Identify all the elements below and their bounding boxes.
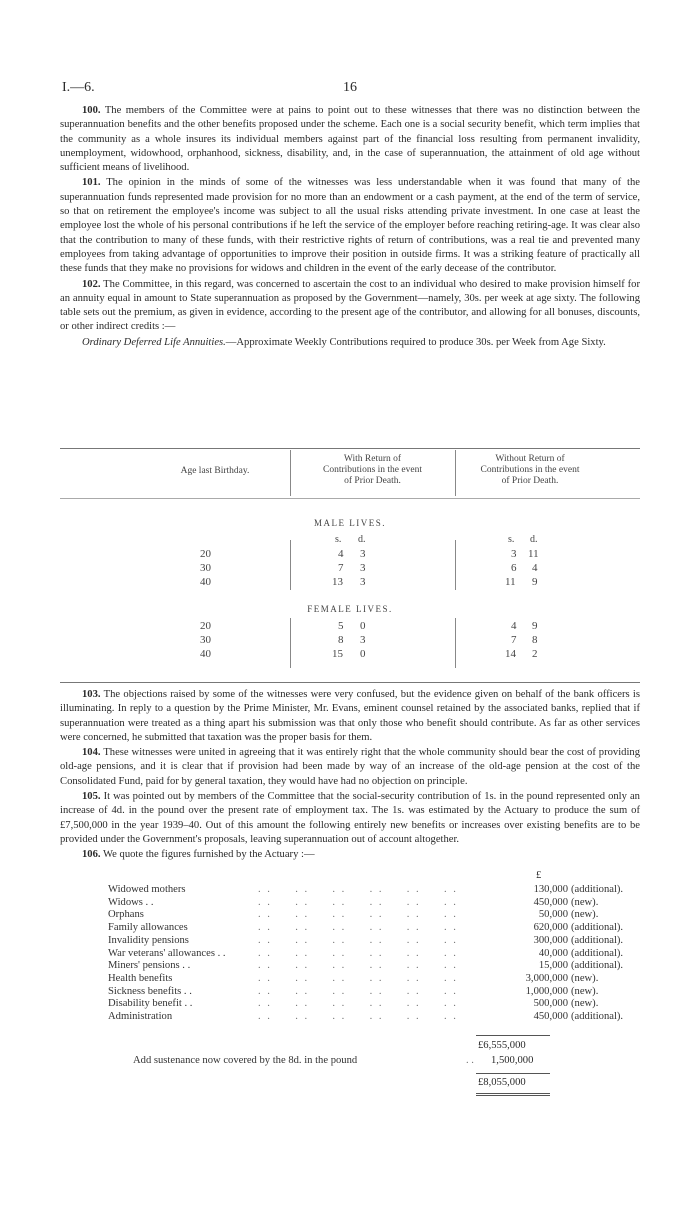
benefit-note: (new). (571, 909, 599, 921)
benefit-note: (additional). (571, 934, 624, 946)
paragraph-101: 101. The opinion in the minds of some of the witnesses was less understandable when it was found that many of the superannuation funds represented made provision for no more than an endowment or a cash payment, at the end of the term of service, so that on retirement the employee's income was subject to all the usual risks attending private investment. In one case at least the employee lost the whole of his personal contributions if he left the service of the employer before reaching retiring-age. It was clear also that the contribution to many of these funds, with their restrictive rights of return of contributions, was a real tie and prevented many employees from taking advantage of opportunities to improve their position in outside firms. It was a striking feature of practically all these funds that they make no provisions for widows and children in the event of the early decease of the contributor. (60, 177, 640, 275)
currency-header: £ (536, 870, 542, 881)
paragraph-104: 104. These witnesses were united in agreeing that it was entirely right that the whole community should bear the cost of providing old-age pensions, and it is clear that if provision had been made by way of an increase of the old-age pension at the cost of the Consolidated Fund, paid for by general taxation, they would have had no objection on principle. (60, 747, 640, 787)
female-with-s: 15 (332, 648, 343, 660)
pence-header: d. (358, 534, 366, 545)
total-double-rule (476, 1095, 550, 1096)
benefit-label: Administration (108, 1011, 173, 1022)
benefit-row (108, 897, 668, 910)
benefit-row (108, 909, 668, 922)
benefit-label: Invalidity pensions (108, 934, 189, 946)
benefit-note: (new). (571, 896, 599, 908)
benefit-row (108, 935, 668, 948)
dot-leader: . . . . . . . . . . . . (258, 922, 458, 934)
benefit-label: Miners' pensions . . (108, 960, 191, 972)
column-divider (290, 540, 291, 590)
male-with-s: 7 (338, 562, 344, 574)
total-amount: £8,055,000 (478, 1077, 526, 1088)
subtotal-rule (476, 1035, 550, 1036)
dot-leader: . . . . . . . . . . . . (258, 985, 458, 997)
benefit-amount: 1,000,000 (525, 985, 568, 997)
benefit-label: Health benefits (108, 972, 173, 984)
male-without-d: 4 (532, 562, 538, 574)
benefit-row (108, 960, 668, 973)
dot-leader: . . . . . . . . . . . . (258, 909, 458, 921)
female-without-d: 8 (532, 634, 538, 646)
dot-leader: . . . . . . . . . . . . (258, 960, 458, 972)
male-without-d: 9 (532, 576, 538, 588)
benefit-amount: 3,000,000 (525, 972, 568, 984)
benefit-row (108, 1011, 668, 1024)
benefit-amount: 500,000 (533, 998, 568, 1010)
annuity-table (60, 448, 640, 688)
female-with-d: 3 (360, 634, 366, 646)
shillings-header: s. (335, 534, 342, 545)
dot-leader: . . . . . . . . . . . . (258, 972, 458, 984)
benefit-note: (additional). (571, 922, 624, 934)
table-top-rule (60, 448, 640, 449)
male-with-d: 3 (360, 576, 366, 588)
benefit-amount: 620,000 (533, 922, 568, 934)
paragraph-106: 106. We quote the figures furnished by the Actuary :— (82, 849, 315, 861)
male-with-d: 3 (360, 562, 366, 574)
dot-leader: . . . . . . . . . . . . (258, 998, 458, 1010)
paragraphs-block-1 (60, 104, 640, 350)
table-caption: Ordinary Deferred Life Annuities.—Approximate Weekly Contributions required to produce 30s. per Week from Age Sixty. (82, 336, 606, 348)
header-divider (290, 450, 291, 496)
benefit-note: (additional). (571, 884, 624, 895)
male-with-s: 4 (338, 548, 344, 560)
female-without-d: 9 (532, 620, 538, 632)
female-with-s: 5 (338, 620, 344, 632)
benefit-amount: 450,000 (533, 1011, 568, 1022)
male-without-d: 11 (528, 548, 539, 560)
benefit-note: (new). (571, 985, 599, 997)
female-without-s: 14 (505, 648, 516, 660)
shillings-header: s. (508, 534, 515, 545)
paragraph-102: 102. The Committee, in this regard, was concerned to ascertain the cost to an individual who desired to make provision himself for an annuity equal in amount to State superannuation as proposed by the Government—namely, 30s. per week at age sixty. The following table sets out the premium, as given in evidence, according to the present age of the contributor, and allowing for all bonuses, discounts, or other indirect credits :— (60, 278, 640, 333)
male-without-s: 6 (511, 562, 517, 574)
sustenance-label: Add sustenance now covered by the 8d. in the pound (133, 1055, 358, 1066)
benefit-label: War veterans' allowances . . (108, 947, 226, 959)
female-lives-heading: FEMALE LIVES. (307, 604, 393, 614)
sustenance-amount: 1,500,000 (491, 1055, 534, 1066)
benefit-note: (additional). (571, 947, 624, 959)
benefit-note: (additional). (571, 960, 624, 972)
header-divider (455, 450, 456, 496)
paragraph-103: 103. The objections raised by some of the witnesses were very confused, but the evidence given on behalf of the bank officers is illuminating. In reply to a question by the Prime Minister, Mr. Evans, eminent counsel retained by the associated banks, replied that if superannuation were treated as a thing apart his submission was that only those who benefit should contribute. As far as other services were concerned, he submitted that taxation was the proper basis for them. (60, 689, 640, 743)
col-header-with-return: With Return of Contributions in the event of Prior Death. (323, 454, 422, 486)
column-divider (455, 540, 456, 590)
benefit-label: Widowed mothers (108, 884, 186, 895)
female-with-d: 0 (360, 620, 366, 632)
female-with-d: 0 (360, 648, 366, 660)
dot-leader: . . . . . . . . . . . . (258, 884, 458, 895)
benefit-amount: 450,000 (533, 896, 568, 908)
female-without-d: 2 (532, 648, 538, 660)
paragraph-100: 100. The members of the Committee were at pains to point out to these witnesses that there was no distinction between the superannuation benefits and the other benefits proposed under the scheme. Each one is a social security benefit, which term implies that the community as a whole insures its individual members against part of the financial loss resulting from permanent invalidity, unemployment, widowhood, orphanhood, sickness, disability, and, in the case of superannuation, the attainment of old age without sufficient means of livelihood. (60, 105, 640, 174)
benefit-amount: 50,000 (538, 909, 568, 921)
document-reference: I.—6. (62, 80, 95, 95)
column-divider (455, 618, 456, 668)
table-bottom-rule (60, 682, 640, 683)
benefit-label: Family allowances (108, 922, 188, 934)
benefit-note: (additional). (571, 1011, 624, 1022)
paragraphs-block-2 (60, 688, 640, 863)
col-header-age: Age last Birthday. (180, 466, 250, 476)
paragraph-105: 105. It was pointed out by members of the Committee that the social-security contribution of 1s. in the pound represented only an increase of 4d. in the pound over the present rate of employment tax. The 1s. was estimated by the Actuary to produce the sum of £7,500,000 in the year 1939–40. Out of this amount the following entirely new benefits or increases over existing benefits are to be provided under the Government's proposals, leaving superannuation out of account altogether. (60, 791, 640, 845)
male-age: 30 (200, 562, 211, 574)
benefit-amount: 40,000 (538, 947, 568, 959)
page-number: 16 (343, 80, 357, 95)
benefit-amount: 15,000 (538, 960, 568, 972)
total-double-rule (476, 1093, 550, 1094)
dot-leader: . . . . . . . . . . . . (258, 934, 458, 946)
male-without-s: 11 (505, 576, 516, 588)
benefit-note: (new). (571, 972, 599, 984)
benefit-note: (new). (571, 998, 599, 1010)
benefit-amount: 300,000 (533, 934, 568, 946)
benefit-label: Orphans (108, 909, 144, 921)
benefit-row (108, 884, 668, 897)
column-divider (290, 618, 291, 668)
female-age: 20 (200, 620, 211, 632)
female-without-s: 7 (511, 634, 517, 646)
benefit-row (108, 948, 668, 961)
header-rule (60, 498, 640, 499)
male-age: 40 (200, 576, 211, 588)
male-lives-heading: MALE LIVES. (314, 518, 386, 528)
benefit-amount: 130,000 (533, 884, 568, 895)
male-with-d: 3 (360, 548, 366, 560)
benefit-row (108, 922, 668, 935)
sustenance-leader: . . (466, 1055, 474, 1066)
pence-header: d. (530, 534, 538, 545)
benefit-row (108, 998, 668, 1011)
benefit-label: Widows . . (108, 896, 154, 908)
male-age: 20 (200, 548, 211, 560)
benefit-row (108, 973, 668, 986)
col-header-without-return: Without Return of Contributions in the event of Prior Death. (480, 454, 580, 486)
female-with-s: 8 (338, 634, 344, 646)
benefit-label: Disability benefit . . (108, 998, 193, 1010)
subtotal-amount: £6,555,000 (478, 1040, 526, 1051)
female-age: 30 (200, 634, 211, 646)
total-rule (476, 1073, 550, 1074)
female-age: 40 (200, 648, 211, 660)
male-with-s: 13 (332, 576, 343, 588)
benefit-label: Sickness benefits . . (108, 985, 192, 997)
dot-leader: . . . . . . . . . . . . (258, 896, 458, 908)
dot-leader: . . . . . . . . . . . . (258, 1011, 458, 1022)
male-without-s: 3 (511, 548, 517, 560)
female-without-s: 4 (511, 620, 517, 632)
dot-leader: . . . . . . . . . . . . (258, 947, 458, 959)
benefit-row (108, 986, 668, 999)
